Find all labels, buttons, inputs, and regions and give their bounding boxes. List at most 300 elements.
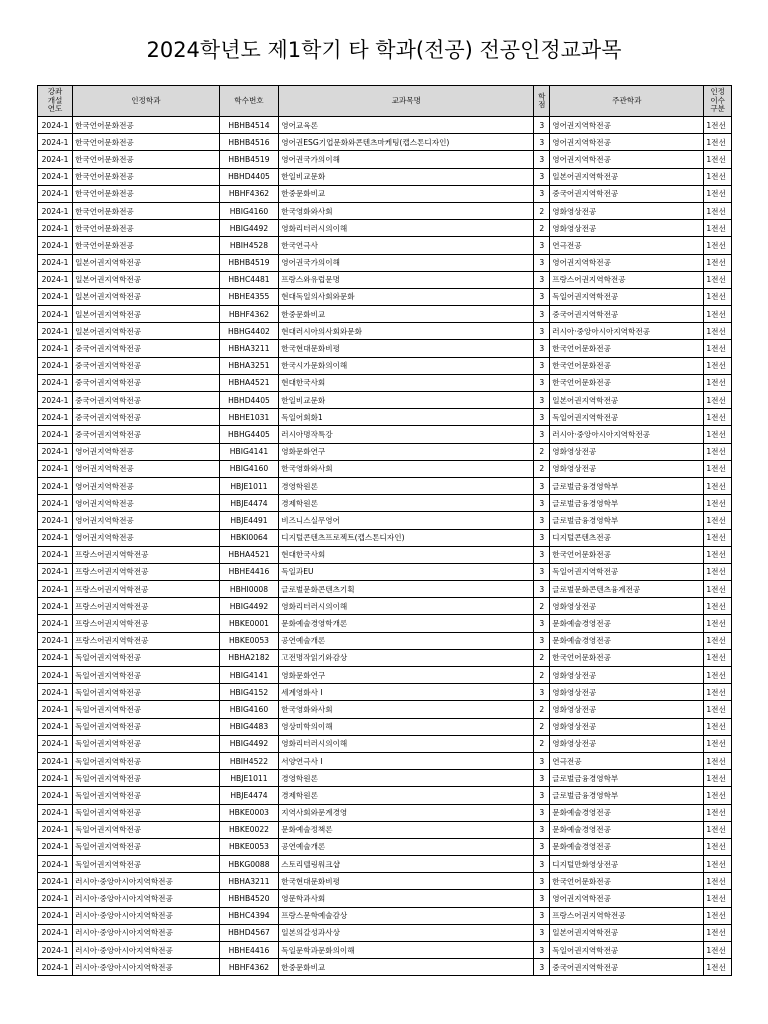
cell-code: HBIG4152 [219,684,279,701]
cell-course-name: 공연예술개론 [279,838,534,855]
table-row [38,924,732,941]
cell-code: HBJE4474 [219,495,279,512]
cell-type: 1전선 [704,288,732,305]
table-row [38,168,732,185]
table-row [38,838,732,855]
cell-dept: 독일어권지역학전공 [73,649,220,666]
table-row [38,340,732,357]
cell-type: 1전선 [704,374,732,391]
cell-main-dept: 영화영상전공 [550,701,704,718]
cell-type: 1전선 [704,254,732,271]
cell-credit: 2 [534,220,550,237]
cell-year: 2024-1 [38,529,73,546]
cell-year: 2024-1 [38,581,73,598]
cell-credit: 3 [534,185,550,202]
cell-course-name: 글로벌문화콘텐츠기획 [279,581,534,598]
cell-type: 1전선 [704,684,732,701]
cell-credit: 3 [534,873,550,890]
cell-course-name: 문화예술경영학개론 [279,615,534,632]
cell-type: 1전선 [704,838,732,855]
table-header-row [38,86,732,117]
cell-course-name: 한국현대문화비평 [279,340,534,357]
cell-main-dept: 한국언어문화전공 [550,340,704,357]
cell-main-dept: 영어권지역학전공 [550,890,704,907]
cell-dept: 한국언어문화전공 [73,168,220,185]
cell-main-dept: 연극전공 [550,752,704,769]
cell-credit: 3 [534,512,550,529]
cell-type: 1전선 [704,598,732,615]
cell-main-dept: 프랑스어권지역학전공 [550,271,704,288]
cell-dept: 러시아·중앙아시아지역학전공 [73,873,220,890]
cell-year: 2024-1 [38,271,73,288]
cell-type: 1전선 [704,323,732,340]
cell-credit: 2 [534,460,550,477]
cell-dept: 프랑스어권지역학전공 [73,563,220,580]
cell-credit: 3 [534,340,550,357]
cell-main-dept: 독일어권지역학전공 [550,409,704,426]
cell-main-dept: 러시아·중앙아시아지역학전공 [550,323,704,340]
cell-year: 2024-1 [38,701,73,718]
cell-code: HBHA3211 [219,873,279,890]
cell-main-dept: 글로벌금융경영학부 [550,787,704,804]
table-row [38,409,732,426]
cell-course-name: 한중문화비교 [279,306,534,323]
cell-year: 2024-1 [38,117,73,134]
cell-dept: 중국어권지역학전공 [73,357,220,374]
cell-main-dept: 프랑스어권지역학전공 [550,907,704,924]
cell-main-dept: 영화영상전공 [550,684,704,701]
cell-credit: 3 [534,563,550,580]
cell-type: 1전선 [704,804,732,821]
table-row [38,151,732,168]
table-row [38,615,732,632]
cell-type: 1전선 [704,701,732,718]
cell-code: HBIG4160 [219,701,279,718]
table-row [38,512,732,529]
cell-main-dept: 영어권지역학전공 [550,254,704,271]
cell-credit: 2 [534,701,550,718]
header-code: 학수번호 [219,86,279,117]
cell-type: 1전선 [704,151,732,168]
cell-course-name: 현대한국사회 [279,546,534,563]
cell-dept: 프랑스어권지역학전공 [73,598,220,615]
cell-type: 1전선 [704,735,732,752]
cell-credit: 3 [534,134,550,151]
cell-type: 1전선 [704,615,732,632]
table-body [38,117,732,976]
cell-main-dept: 영화영상전공 [550,718,704,735]
cell-course-name: 경제학원론 [279,495,534,512]
cell-code: HBHI0008 [219,581,279,598]
cell-main-dept: 한국언어문화전공 [550,374,704,391]
cell-year: 2024-1 [38,151,73,168]
page-title: 2024학년도 제1학기 타 학과(전공) 전공인정교과목 [146,38,622,62]
cell-main-dept: 문화예술경영전공 [550,615,704,632]
cell-credit: 3 [534,357,550,374]
cell-main-dept: 독일어권지역학전공 [550,288,704,305]
cell-dept: 프랑스어권지역학전공 [73,546,220,563]
cell-code: HBIG4141 [219,443,279,460]
cell-course-name: 영어권국가의이해 [279,254,534,271]
cell-credit: 3 [534,271,550,288]
cell-type: 1전선 [704,409,732,426]
table-row [38,546,732,563]
cell-main-dept: 일본어권지역학전공 [550,924,704,941]
header-type: 인정 이수 구분 [704,86,732,117]
cell-code: HBIG4160 [219,202,279,219]
cell-type: 1전선 [704,495,732,512]
cell-type: 1전선 [704,821,732,838]
cell-main-dept: 문화예술경영전공 [550,804,704,821]
cell-code: HBHB4519 [219,254,279,271]
header-year: 강좌 개설 연도 [38,86,73,117]
cell-type: 1전선 [704,477,732,494]
cell-year: 2024-1 [38,202,73,219]
cell-credit: 3 [534,495,550,512]
cell-main-dept: 문화예술경영전공 [550,821,704,838]
cell-dept: 일본어권지역학전공 [73,254,220,271]
cell-main-dept: 글로벌금융경영학부 [550,477,704,494]
cell-course-name: 영화문화연구 [279,667,534,684]
cell-type: 1전선 [704,752,732,769]
cell-type: 1전선 [704,220,732,237]
cell-year: 2024-1 [38,873,73,890]
cell-credit: 3 [534,426,550,443]
cell-dept: 한국언어문화전공 [73,185,220,202]
cell-code: HBKG0088 [219,856,279,873]
cell-course-name: 독일문학과문화의이해 [279,942,534,959]
cell-code: HBHC4481 [219,271,279,288]
cell-dept: 중국어권지역학전공 [73,392,220,409]
cell-year: 2024-1 [38,495,73,512]
cell-year: 2024-1 [38,563,73,580]
cell-dept: 프랑스어권지역학전공 [73,581,220,598]
cell-type: 1전선 [704,271,732,288]
cell-dept: 독일어권지역학전공 [73,667,220,684]
cell-code: HBJE4491 [219,512,279,529]
cell-credit: 3 [534,323,550,340]
cell-credit: 3 [534,907,550,924]
cell-type: 1전선 [704,134,732,151]
cell-code: HBHF4362 [219,306,279,323]
cell-code: HBHB4519 [219,151,279,168]
cell-credit: 3 [534,890,550,907]
cell-code: HBHD4405 [219,392,279,409]
table-row [38,134,732,151]
cell-main-dept: 글로벌금융경영학부 [550,770,704,787]
cell-course-name: 프랑스와유럽문명 [279,271,534,288]
cell-code: HBIH4522 [219,752,279,769]
cell-dept: 독일어권지역학전공 [73,770,220,787]
table-row [38,254,732,271]
table-row [38,770,732,787]
cell-dept: 독일어권지역학전공 [73,856,220,873]
cell-dept: 영어권지역학전공 [73,477,220,494]
cell-course-name: 영화리터러시의이해 [279,220,534,237]
cell-year: 2024-1 [38,821,73,838]
cell-main-dept: 영화영상전공 [550,598,704,615]
cell-course-name: 일본의갈성과사상 [279,924,534,941]
cell-credit: 3 [534,838,550,855]
cell-code: HBHE1031 [219,409,279,426]
cell-dept: 한국언어문화전공 [73,117,220,134]
cell-year: 2024-1 [38,649,73,666]
cell-year: 2024-1 [38,907,73,924]
cell-code: HBHG4405 [219,426,279,443]
cell-year: 2024-1 [38,254,73,271]
cell-main-dept: 러시아·중앙아시아지역학전공 [550,426,704,443]
cell-course-name: 한중문화비교 [279,959,534,976]
cell-year: 2024-1 [38,220,73,237]
cell-course-name: 영어권ESG기업문화와콘텐츠마케팅(캡스톤디자인) [279,134,534,151]
cell-main-dept: 영어권지역학전공 [550,134,704,151]
cell-dept: 독일어권지역학전공 [73,821,220,838]
cell-main-dept: 영화영상전공 [550,202,704,219]
cell-course-name: 한국영화와사회 [279,460,534,477]
table-row [38,306,732,323]
cell-credit: 3 [534,374,550,391]
cell-year: 2024-1 [38,426,73,443]
cell-year: 2024-1 [38,392,73,409]
cell-year: 2024-1 [38,168,73,185]
cell-main-dept: 한국언어문화전공 [550,649,704,666]
cell-main-dept: 한국언어문화전공 [550,546,704,563]
cell-code: HBHA3211 [219,340,279,357]
cell-type: 1전선 [704,392,732,409]
cell-year: 2024-1 [38,615,73,632]
cell-credit: 3 [534,581,550,598]
cell-dept: 러시아·중앙아시아지역학전공 [73,959,220,976]
cell-course-name: 영화문화연구 [279,443,534,460]
cell-code: HBHC4394 [219,907,279,924]
cell-dept: 러시아·중앙아시아지역학전공 [73,942,220,959]
cell-code: HBHE4416 [219,563,279,580]
table-row [38,220,732,237]
cell-code: HBJE1011 [219,477,279,494]
table-row [38,477,732,494]
cell-type: 1전선 [704,460,732,477]
cell-type: 1전선 [704,581,732,598]
table-row [38,460,732,477]
cell-credit: 3 [534,168,550,185]
cell-year: 2024-1 [38,667,73,684]
cell-main-dept: 일본어권지역학전공 [550,168,704,185]
cell-course-name: 세계영화사 I [279,684,534,701]
table-row [38,443,732,460]
cell-credit: 3 [534,959,550,976]
cell-code: HBHE4355 [219,288,279,305]
cell-dept: 프랑스어권지역학전공 [73,615,220,632]
cell-main-dept: 연극전공 [550,237,704,254]
cell-dept: 한국언어문화전공 [73,134,220,151]
cell-code: HBKE0001 [219,615,279,632]
cell-code: HBIG4492 [219,735,279,752]
cell-type: 1전선 [704,546,732,563]
cell-year: 2024-1 [38,546,73,563]
cell-credit: 3 [534,821,550,838]
cell-credit: 3 [534,237,550,254]
cell-code: HBHB4514 [219,117,279,134]
cell-code: HBHA2182 [219,649,279,666]
cell-code: HBKE0022 [219,821,279,838]
cell-credit: 3 [534,942,550,959]
table-row [38,667,732,684]
cell-type: 1전선 [704,856,732,873]
cell-type: 1전선 [704,563,732,580]
cell-type: 1전선 [704,443,732,460]
table-row [38,237,732,254]
cell-dept: 독일어권지역학전공 [73,804,220,821]
cell-year: 2024-1 [38,804,73,821]
cell-year: 2024-1 [38,460,73,477]
table-row [38,271,732,288]
cell-type: 1전선 [704,202,732,219]
table-row [38,649,732,666]
cell-credit: 3 [534,254,550,271]
table-row [38,959,732,976]
cell-credit: 2 [534,718,550,735]
cell-credit: 3 [534,804,550,821]
cell-course-name: 한일비교문화 [279,168,534,185]
cell-course-name: 현대러시아의사회와문화 [279,323,534,340]
cell-main-dept: 독일어권지역학전공 [550,942,704,959]
cell-main-dept: 한국언어문화전공 [550,357,704,374]
cell-course-name: 한국영화와사회 [279,701,534,718]
cell-main-dept: 중국어권지역학전공 [550,306,704,323]
cell-year: 2024-1 [38,134,73,151]
cell-main-dept: 일본어권지역학전공 [550,392,704,409]
table-row [38,752,732,769]
table-row [38,202,732,219]
table-row [38,357,732,374]
cell-code: HBHD4567 [219,924,279,941]
cell-dept: 일본어권지역학전공 [73,306,220,323]
cell-year: 2024-1 [38,959,73,976]
table-row [38,117,732,134]
cell-code: HBHE4416 [219,942,279,959]
cell-main-dept: 글로벌금융경영학부 [550,512,704,529]
table-row [38,701,732,718]
cell-dept: 영어권지역학전공 [73,460,220,477]
cell-year: 2024-1 [38,323,73,340]
cell-year: 2024-1 [38,357,73,374]
cell-main-dept: 영화영상전공 [550,460,704,477]
cell-type: 1전선 [704,185,732,202]
cell-credit: 2 [534,443,550,460]
cell-year: 2024-1 [38,340,73,357]
cell-main-dept: 영어권지역학전공 [550,151,704,168]
cell-dept: 독일어권지역학전공 [73,787,220,804]
table-row [38,529,732,546]
cell-course-name: 공연예술개론 [279,632,534,649]
cell-credit: 3 [534,632,550,649]
cell-credit: 3 [534,392,550,409]
cell-credit: 2 [534,735,550,752]
cell-type: 1전선 [704,787,732,804]
cell-code: HBHD4405 [219,168,279,185]
table-row [38,821,732,838]
cell-type: 1전선 [704,168,732,185]
cell-type: 1전선 [704,959,732,976]
cell-main-dept: 중국어권지역학전공 [550,185,704,202]
cell-dept: 독일어권지역학전공 [73,735,220,752]
table-row [38,890,732,907]
cell-year: 2024-1 [38,890,73,907]
table-row [38,185,732,202]
header-main: 주관학과 [550,86,704,117]
table-row [38,804,732,821]
cell-main-dept: 디지털만화영상전공 [550,856,704,873]
cell-dept: 한국언어문화전공 [73,202,220,219]
cell-main-dept: 글로벌금융경영학부 [550,495,704,512]
cell-dept: 영어권지역학전공 [73,495,220,512]
cell-year: 2024-1 [38,856,73,873]
table-row [38,942,732,959]
cell-course-name: 영화리터러시의이해 [279,598,534,615]
cell-credit: 3 [534,924,550,941]
cell-type: 1전선 [704,873,732,890]
table-row [38,787,732,804]
cell-main-dept: 영화영상전공 [550,667,704,684]
cell-credit: 3 [534,684,550,701]
table-row [38,323,732,340]
cell-year: 2024-1 [38,409,73,426]
cell-code: HBHB4516 [219,134,279,151]
cell-dept: 영어권지역학전공 [73,512,220,529]
cell-dept: 독일어권지역학전공 [73,752,220,769]
table-row [38,907,732,924]
cell-code: HBKI0064 [219,529,279,546]
course-table [37,85,732,976]
cell-credit: 3 [534,546,550,563]
cell-code: HBHG4402 [219,323,279,340]
table-row [38,856,732,873]
cell-credit: 3 [534,151,550,168]
table-row [38,288,732,305]
cell-course-name: 한국영화와사회 [279,202,534,219]
cell-type: 1전선 [704,907,732,924]
cell-dept: 일본어권지역학전공 [73,288,220,305]
table-row [38,581,732,598]
cell-credit: 2 [534,598,550,615]
cell-dept: 일본어권지역학전공 [73,323,220,340]
cell-course-name: 한국시가문화의이해 [279,357,534,374]
cell-credit: 3 [534,117,550,134]
cell-course-name: 디지털콘텐츠프로젝트(캡스톤디자인) [279,529,534,546]
cell-main-dept: 한국언어문화전공 [550,873,704,890]
cell-code: HBHA4521 [219,374,279,391]
cell-main-dept: 독일어권지역학전공 [550,563,704,580]
cell-year: 2024-1 [38,718,73,735]
cell-code: HBIG4492 [219,598,279,615]
cell-dept: 독일어권지역학전공 [73,838,220,855]
cell-year: 2024-1 [38,443,73,460]
cell-year: 2024-1 [38,787,73,804]
cell-code: HBIG4160 [219,460,279,477]
cell-type: 1전선 [704,924,732,941]
cell-credit: 3 [534,306,550,323]
cell-dept: 일본어권지역학전공 [73,271,220,288]
cell-course-name: 독일어회화1 [279,409,534,426]
cell-year: 2024-1 [38,752,73,769]
cell-main-dept: 중국어권지역학전공 [550,959,704,976]
cell-code: HBJE4474 [219,787,279,804]
cell-course-name: 러시아명작특강 [279,426,534,443]
cell-year: 2024-1 [38,306,73,323]
cell-credit: 3 [534,770,550,787]
cell-type: 1전선 [704,237,732,254]
cell-course-name: 한국연극사 [279,237,534,254]
